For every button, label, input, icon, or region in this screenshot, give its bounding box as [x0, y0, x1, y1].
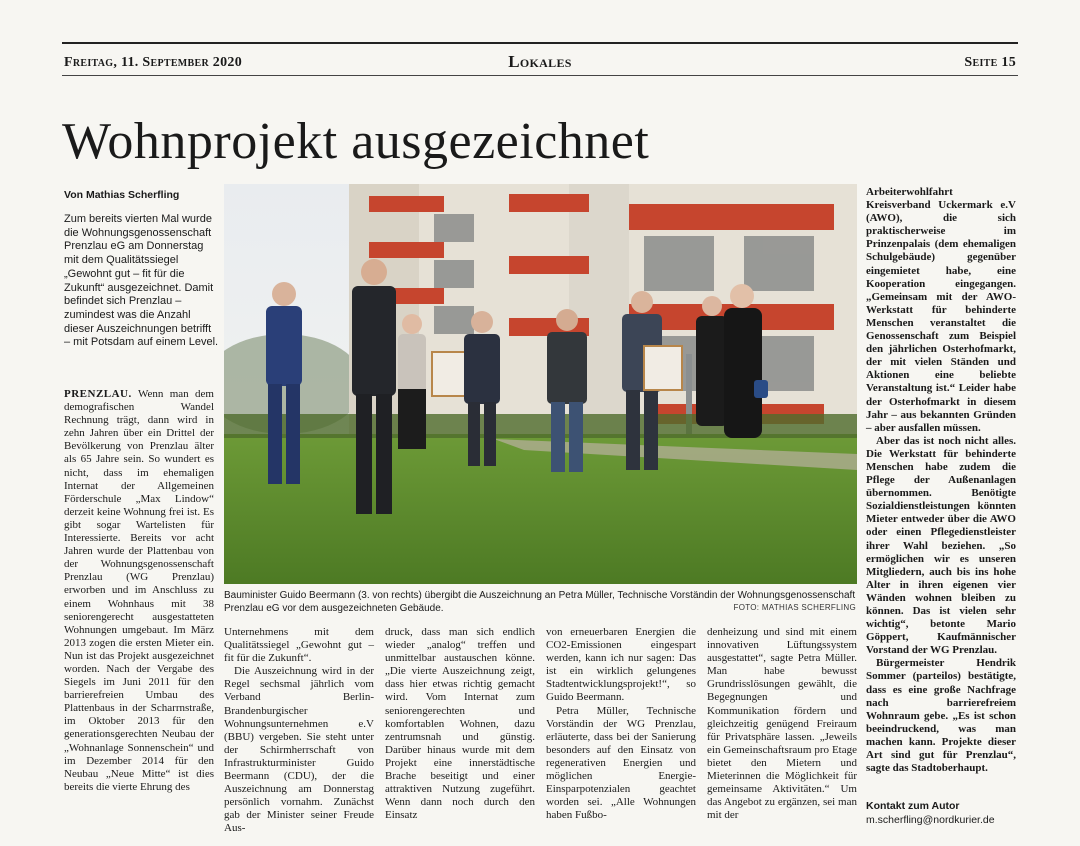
paragraph: Aber das ist noch nicht alles. Die Werkstatt für behinderte Menschen habe zudem die Pflege der Außenanlagen übernommen. Benötigte Sozialdienstleistungen könnten Mieter entweder über die AWO oder einen Pflegedienstleister ihrer Wahl beziehen. „So ermöglichen wir es unseren Mitgliedern, auch bis ins hohe Alter in ihren eigenen vier Wänden wohnen bleiben zu können. Das ist vielen sehr wichtig“, betonte Mario Göppert, Kaufmännischer Vorstand der WG Prenzlau.: [866, 434, 1016, 657]
author-email[interactable]: m.scherfling@nordkurier.de: [866, 814, 995, 826]
article-column-3: [385, 626, 535, 822]
article-column-4: [546, 626, 696, 822]
article-column-6: [866, 186, 1016, 775]
paragraph: von erneuerbaren Energien die CO2-Emissionen eingespart werden, kann ich nur sagen: Das ist ein wirklich gelungenes Stadtentwicklungsprojekt!“, so Guido Beermann.: [546, 626, 696, 704]
paragraph: Arbeiterwohlfahrt Kreisverband Uckermark e.V (AWO), die sich praktischerweise im Prinzenpalais (dem ehemaligen Schulgebäude) gegenüber eingemietet habe, eine Kooperation eingegangen. „Gemeinsam mit der AWO-Werkstatt für behinderte Menschen veranstaltet die Genossenschaft zum Beispiel den jährlichen Osterhofmarkt, der mit vielen Ständen und Aktionen eine beliebte Veranstaltung ist.“ Leider habe der Osterhofmarkt in diesem Jahr – aus bekannten Gründen – aber ausfallen müssen.: [866, 186, 1016, 434]
issue-date: Freitag, 11. September 2020: [64, 55, 242, 70]
paragraph: Wenn man dem demografischen Wandel Rechnung trägt, dann wird in zehn Jahren über ein Drittel der Bevölkerung von Prenzlau älter als 65 Jahre sein. So wundert es nicht, dass im ehemaligen Internat der Allgemeinen Förderschule „Max Lindow“ derzeit keine Wohnung frei ist. Es gibt sogar Wartelisten für Interessierte. Bereits vor acht Jahren wurde der Plattenbau von der Wohnungsgenossenschaft Prenzlau (WG Prenzlau) erworben und im Anschluss zu einem Wohnhaus mit 38 seniorengerecht ausgestatteten Wohnungen umgebaut. Im März 2013 zogen die ersten Mieter ein. Nun ist das Projekt ausgezeichnet worden. Nach der Vergabe des Siegels im Juni 2011 für den barrierefreien Umbau des Plattenbaus in der Scharrnstraße, im Oktober 2013 für den generationsgerechten Neubau der „Wohnanlage Sonnenschein“ und im Dezember 2014 für den Neubau „Neue Mitte“ ist dies bereits die vierte Ehrung des: [64, 388, 214, 793]
dateline: PRENZLAU.: [64, 388, 132, 400]
header-rule: [62, 75, 1018, 76]
section-name: Lokales: [508, 52, 572, 71]
article-column-1: [64, 388, 214, 794]
paragraph: druck, dass man sich endlich wieder „analog“ treffen und unmittelbar austauschen könne. „Die vierte Auszeichnung zeigt, dass hier etwas richtig gemacht wird. Vom Internat zum seniorengerechten und komfortablen Wohnen, dazu zentrumsnah und günstig. Darüber hinaus wurde mit dem Projekt eine innerstädtische Brache beseitigt und einer attraktiven Nutzung zugeführt. Wenn dann noch durch den Einsatz: [385, 626, 535, 822]
top-rule: [62, 42, 1018, 44]
paragraph: Bürgermeister Hendrik Sommer (parteilos) bestätigte, dass es eine große Nachfrage nach barrierefreiem Wohnraum gebe. „Es ist schon beeindruckend, was man machen kann. Projekte dieser Art sind gut für Prenzlau“, sagte das Stadtoberhaupt.: [866, 657, 1016, 775]
article-photo: [224, 184, 857, 584]
author-byline: Von Mathias Scherfling: [64, 189, 180, 201]
article-column-5: [707, 626, 857, 822]
paragraph: Unternehmens mit dem Qualitätssiegel „Gewohnt gut – fit für die Zukunft“.: [224, 626, 374, 665]
article-column-2: [224, 626, 374, 836]
paragraph: denheizung und sind mit einem innovativen Lüftungssystem ausgestattet“, sagte Petra Müller. Man habe bewusst Grundrisslösungen gewählt, die Begegnungen und Kommunikation fördern und gleichzeitig genügend Freiraum für Privatsphäre lassen. „Jeweils ein Gemeinschaftsraum pro Etage bietet den Mietern und Mieterinnen die Möglichkeit für gemeinsame Aktivitäten.“ Um das Angebot zu ergänzen, sei man mit der: [707, 626, 857, 822]
photo-caption: Bauminister Guido Beermann (3. von rechts) übergibt die Auszeichnung an Petra Müller, Technische Vorständin der Wohnungsgenossenschaft Prenzlau eG vor dem ausgezeichneten Gebäude.: [224, 590, 856, 614]
page-number: Seite 15: [964, 55, 1016, 70]
photo-credit: FOTO: MATHIAS SCHERFLING: [733, 603, 856, 612]
paragraph: Die Auszeichnung wird in der Regel sechsmal jährlich vom Verband Berlin-Brandenburgischer Wohnungsunternehmen e.V (BBU) vergeben. Sie steht unter der Schirmherrschaft von Infrastrukturminister Guido Beermann (CDU), der die Auszeichnung am Donnerstag persönlich vornahm. Zunächst gab der Minister seiner Freude Aus-: [224, 665, 374, 835]
headline: Wohnprojekt ausgezeichnet: [62, 113, 650, 170]
teaser: Zum bereits vierten Mal wurde die Wohnungsgenossenschaft Prenzlau eG am Donnerstag mit dem Qualitätssiegel „Gewohnt gut – fit für die Zukunft“ ausgezeichnet. Damit befindet sich Prenzlau – zumindest was die Anzahl dieser Auszeichnungen betrifft – mit Potsdam auf einem Level.: [64, 213, 219, 349]
contact-label: Kontakt zum Autor: [866, 800, 960, 812]
paragraph: Petra Müller, Technische Vorständin der WG Prenzlau, erläuterte, dass bei der Sanierung besonders auf den Einsatz von regenerativen Energien und möglichen Energie-Einsparpotenzialen geachtet worden sei. „Alle Wohnungen haben Fußbo-: [546, 704, 696, 822]
